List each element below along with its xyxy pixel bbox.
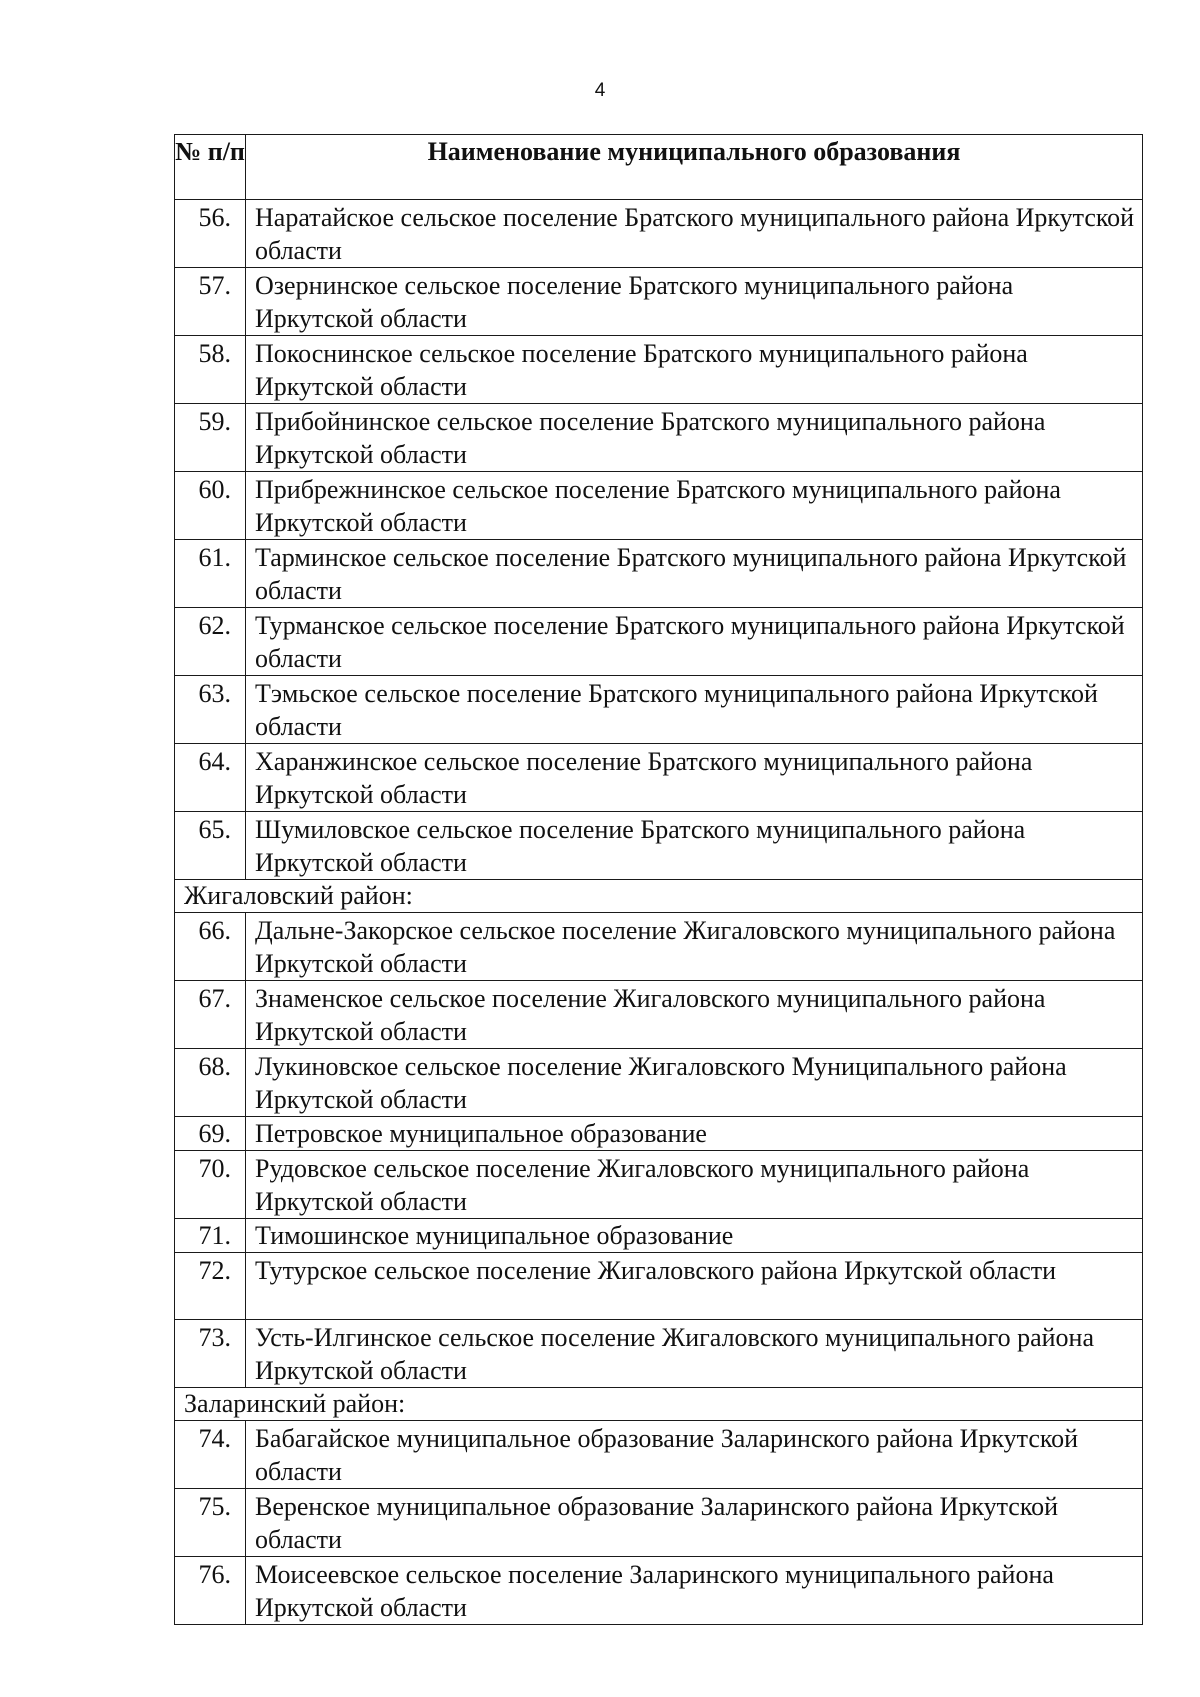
table-row [175,1557,1143,1625]
municipality-name: Прибрежнинское сельское поселение Братского муниципального района Иркутской области [246,472,1143,540]
row-number: 64. [175,744,246,812]
table-row [175,1219,1143,1253]
row-number: 61. [175,540,246,608]
municipality-name: Тутурское сельское поселение Жигаловского района Иркутской области [246,1253,1143,1320]
table-row [175,676,1143,744]
row-number: 60. [175,472,246,540]
row-number: 63. [175,676,246,744]
table-row [175,1421,1143,1489]
table-row [175,1320,1143,1388]
table-row [175,744,1143,812]
table-row [175,200,1143,268]
municipality-name: Покоснинское сельское поселение Братского муниципального района Иркутской области [246,336,1143,404]
municipality-name: Прибойнинское сельское поселение Братского муниципального района Иркутской области [246,404,1143,472]
municipality-name: Усть-Илгинское сельское поселение Жигаловского муниципального района Иркутской области [246,1320,1143,1388]
row-number: 66. [175,913,246,981]
table-row [175,608,1143,676]
municipalities-table [174,134,1143,1625]
row-number: 72. [175,1253,246,1320]
row-number: 73. [175,1320,246,1388]
row-number: 69. [175,1117,246,1151]
row-number: 56. [175,200,246,268]
table-body [175,200,1143,1625]
table-header-row [175,135,1143,200]
row-number: 62. [175,608,246,676]
table-row [175,404,1143,472]
municipality-name: Дальне-Закорское сельское поселение Жигаловского муниципального района Иркутской области [246,913,1143,981]
municipality-name: Шумиловское сельское поселение Братского муниципального района Иркутской области [246,812,1143,880]
column-header-name: Наименование муниципального образования [246,135,1143,200]
district-heading: Жигаловский район: [175,880,1143,913]
row-number: 65. [175,812,246,880]
table-row [175,472,1143,540]
table-row [175,336,1143,404]
municipality-name: Турманское сельское поселение Братского муниципального района Иркутской области [246,608,1143,676]
district-row [175,880,1143,913]
municipality-name: Тарминское сельское поселение Братского муниципального района Иркутской области [246,540,1143,608]
municipality-name: Знаменское сельское поселение Жигаловского муниципального района Иркутской области [246,981,1143,1049]
table-row [175,1489,1143,1557]
row-number: 59. [175,404,246,472]
municipality-name: Харанжинское сельское поселение Братского муниципального района Иркутской области [246,744,1143,812]
municipality-name: Бабагайское муниципальное образование Заларинского района Иркутской области [246,1421,1143,1489]
page-number: 4 [594,80,606,101]
district-heading: Заларинский район: [175,1388,1143,1421]
row-number: 75. [175,1489,246,1557]
table-row [175,540,1143,608]
row-number: 68. [175,1049,246,1117]
municipality-name: Озернинское сельское поселение Братского муниципального района Иркутской области [246,268,1143,336]
municipality-name: Лукиновское сельское поселение Жигаловского Муниципального района Иркутской области [246,1049,1143,1117]
row-number: 70. [175,1151,246,1219]
table-row [175,1151,1143,1219]
row-number: 71. [175,1219,246,1253]
table-row [175,1049,1143,1117]
district-row [175,1388,1143,1421]
municipality-name: Наратайское сельское поселение Братского муниципального района Иркутской области [246,200,1143,268]
municipality-name: Рудовское сельское поселение Жигаловского муниципального района Иркутской области [246,1151,1143,1219]
table-row [175,1253,1143,1320]
column-header-number: № п/п [175,135,246,200]
municipality-name: Петровское муниципальное образование [246,1117,1143,1151]
table-row [175,981,1143,1049]
municipality-name: Веренское муниципальное образование Заларинского района Иркутской области [246,1489,1143,1557]
municipality-name: Тэмьское сельское поселение Братского муниципального района Иркутской области [246,676,1143,744]
table-row [175,268,1143,336]
table-row [175,812,1143,880]
municipality-name: Тимошинское муниципальное образование [246,1219,1143,1253]
row-number: 74. [175,1421,246,1489]
municipality-name: Моисеевское сельское поселение Заларинского муниципального района Иркутской области [246,1557,1143,1625]
row-number: 76. [175,1557,246,1625]
row-number: 57. [175,268,246,336]
row-number: 58. [175,336,246,404]
row-number: 67. [175,981,246,1049]
table-row [175,913,1143,981]
table-row [175,1117,1143,1151]
